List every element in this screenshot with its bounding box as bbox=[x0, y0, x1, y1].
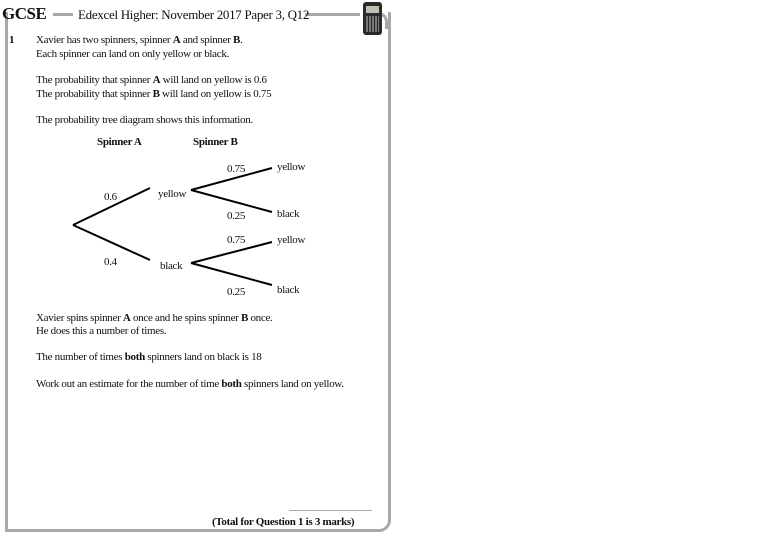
a-black-label: black bbox=[160, 260, 183, 272]
yb-prob: 0.25 bbox=[227, 210, 246, 222]
by-prob: 0.75 bbox=[227, 234, 246, 246]
prob-a-text: The probability that spinner A will land on yellow is 0.6 bbox=[36, 74, 267, 86]
task-text: Work out an estimate for the number of time both spinners land on yellow. bbox=[36, 378, 344, 390]
tree-intro: The probability tree diagram shows this information. bbox=[36, 114, 253, 126]
question-number: 1 bbox=[9, 34, 15, 46]
by-label: yellow bbox=[277, 234, 306, 246]
yy-label: yellow bbox=[277, 161, 306, 173]
answer-line[interactable] bbox=[289, 510, 372, 511]
yy-prob: 0.75 bbox=[227, 163, 246, 175]
bb-prob: 0.25 bbox=[227, 286, 246, 298]
bb-label: black bbox=[277, 284, 300, 296]
spinner-a-heading: Spinner A bbox=[97, 136, 142, 148]
a-yellow-prob: 0.6 bbox=[104, 191, 117, 203]
spins-line-1: Xavier spins spinner A once and he spins spinner B once. bbox=[36, 312, 273, 324]
intro-line-1: Xavier has two spinners, spinner A and spinner B. bbox=[36, 34, 243, 46]
a-yellow-label: yellow bbox=[158, 188, 187, 200]
paper-title: Edexcel Higher: November 2017 Paper 3, Q12 bbox=[78, 7, 310, 22]
both-black-text: The number of times both spinners land on black is 18 bbox=[36, 351, 262, 363]
prob-b-text: The probability that spinner B will land on yellow is 0.75 bbox=[36, 88, 272, 100]
total-marks: (Total for Question 1 is 3 marks) bbox=[212, 516, 355, 528]
tree-diagram bbox=[0, 0, 400, 320]
yb-label: black bbox=[277, 208, 300, 220]
intro-line-2: Each spinner can land on only yellow or black. bbox=[36, 48, 229, 60]
spins-line-2: He does this a number of times. bbox=[36, 325, 167, 337]
a-black-prob: 0.4 bbox=[104, 256, 117, 268]
brand-logo: GCSE bbox=[2, 4, 47, 23]
spinner-b-heading: Spinner B bbox=[193, 136, 238, 148]
